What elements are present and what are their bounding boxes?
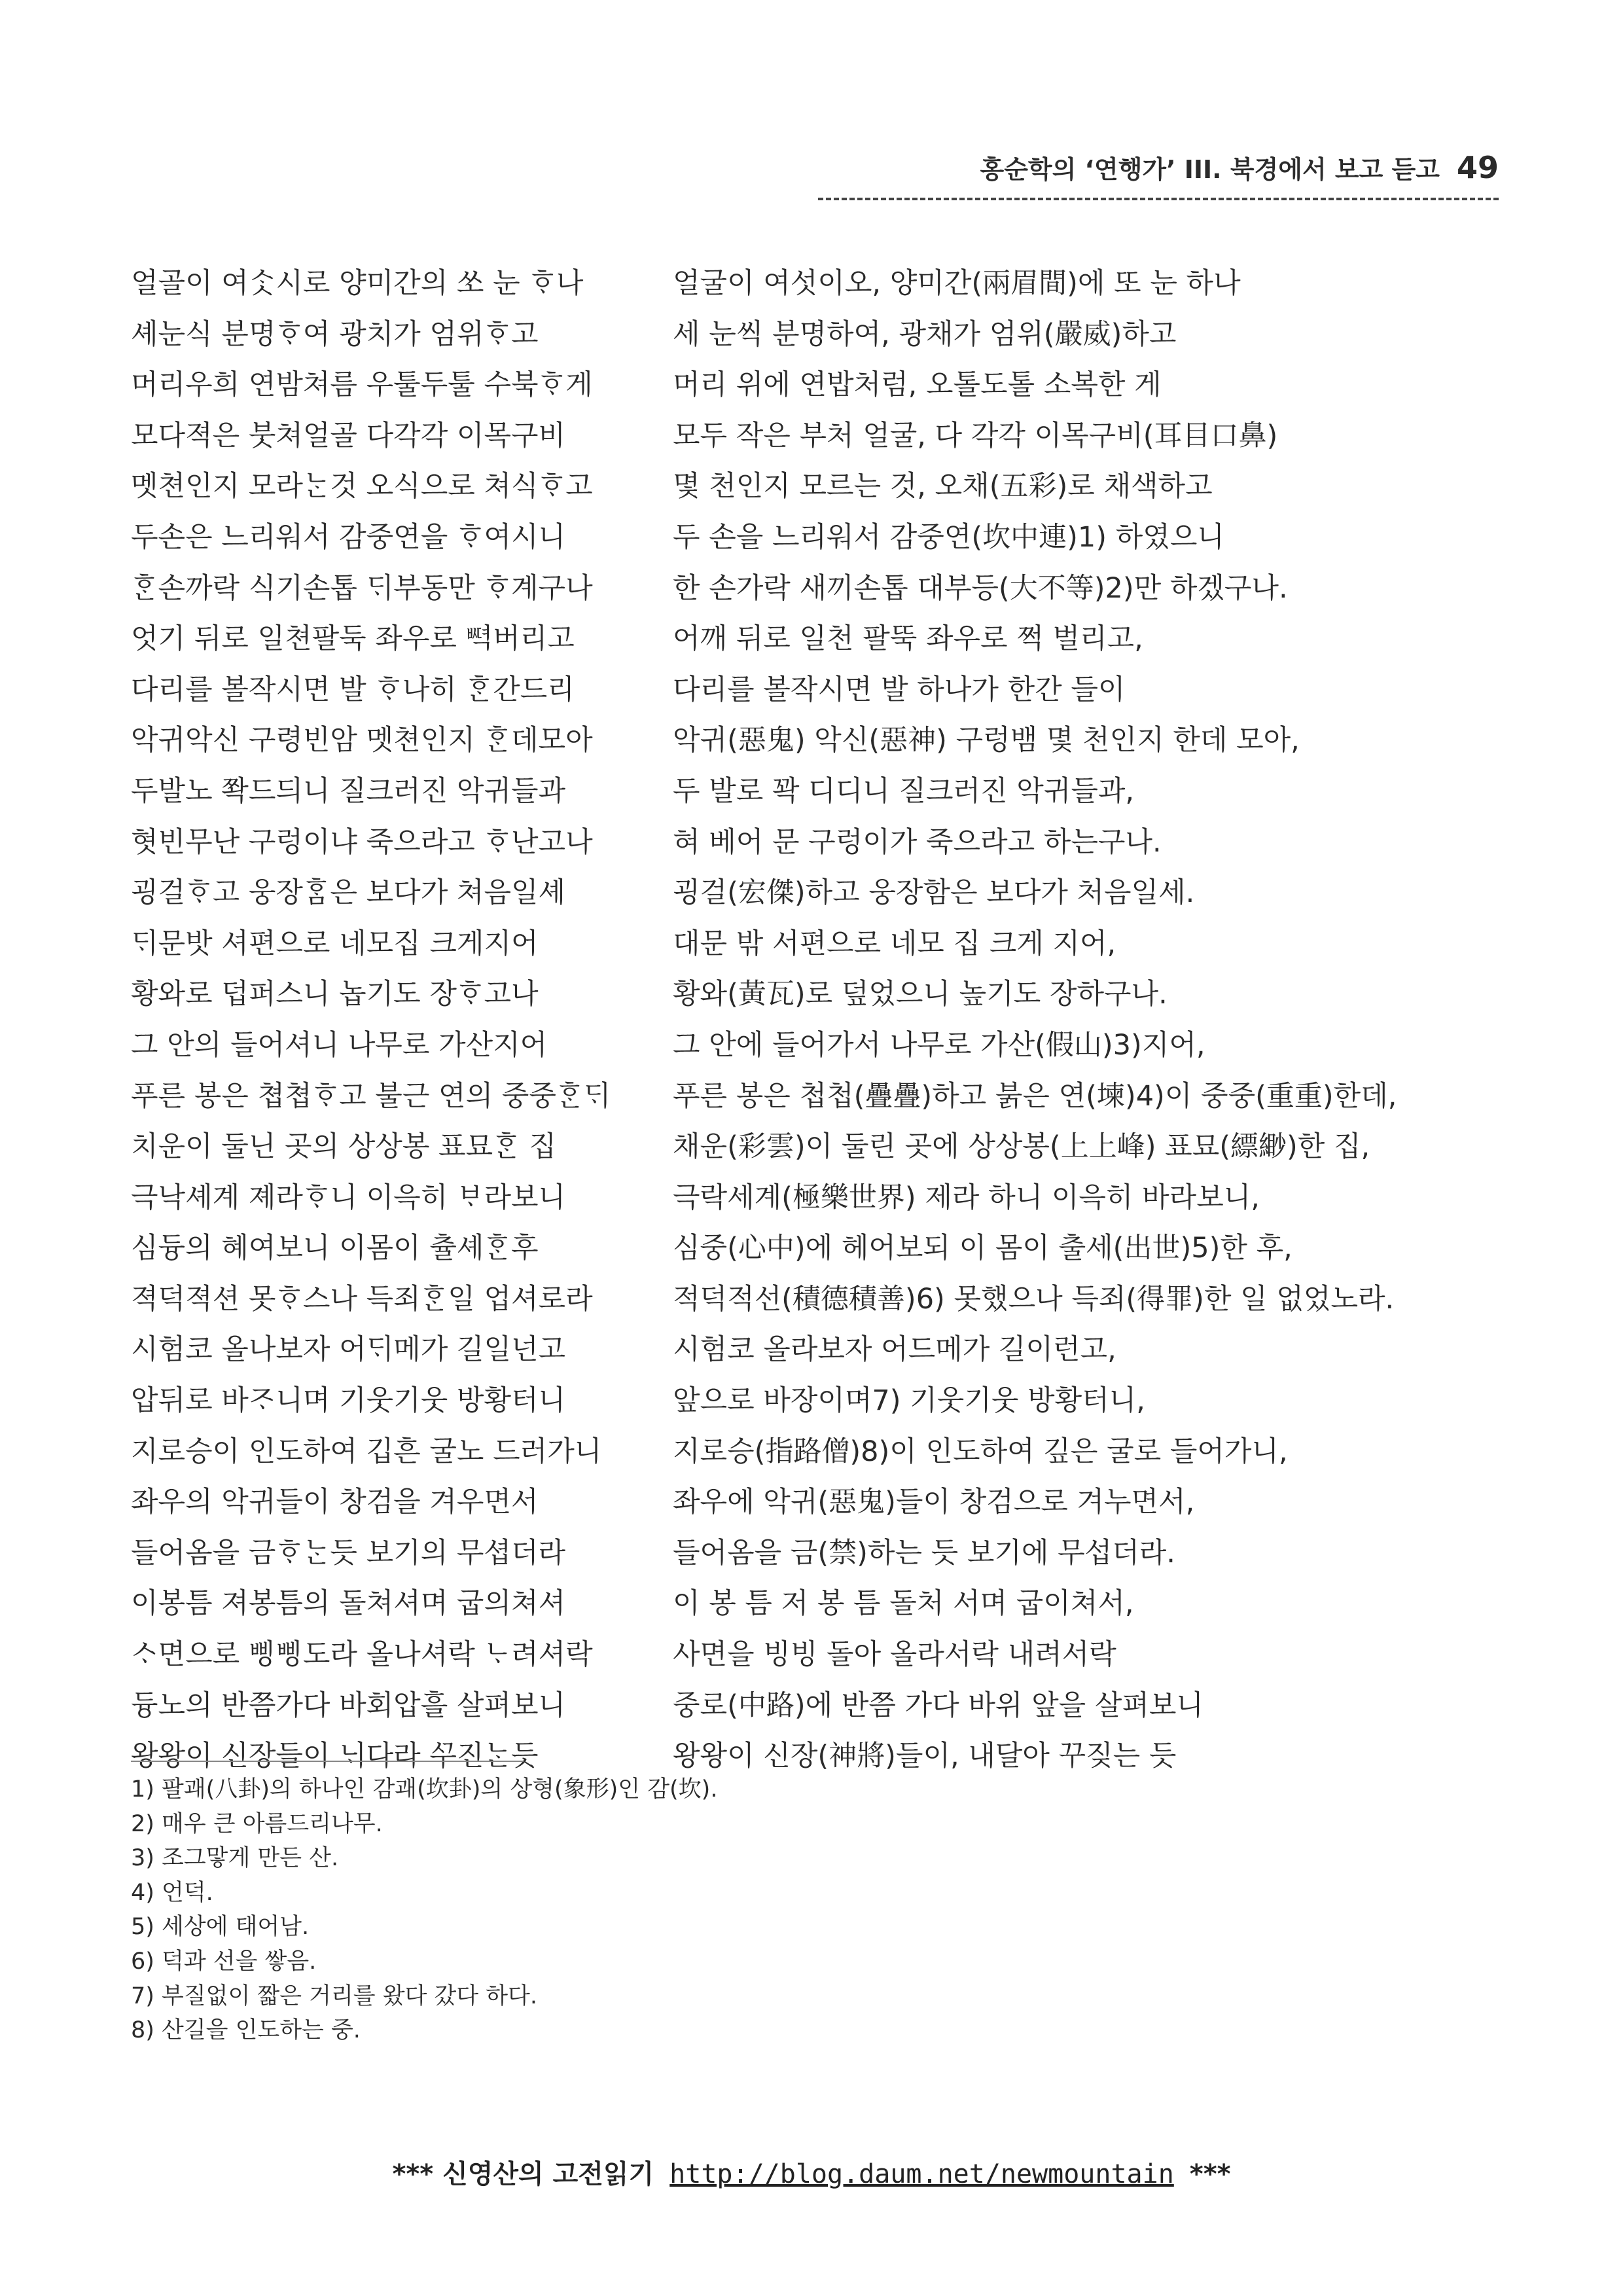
verse-line: [131, 817, 1505, 869]
verse-line: [131, 715, 1505, 766]
original-text: 젹덕젹션 못ᄒᆞ스나 득죄ᄒᆞᆫ일 업셔로라: [131, 1282, 593, 1316]
verse-line: [131, 1579, 1505, 1630]
original-text: 지로승이 인도하여 깁흔 굴노 드러가니: [131, 1435, 602, 1468]
modern-text: 황와(黃瓦)로 덮었으니 높기도 장하구나.: [673, 978, 1168, 1011]
modern-text: 좌우에 악귀(惡鬼)들이 창검으로 겨누면서,: [673, 1486, 1195, 1519]
verse-line: [131, 1427, 1505, 1478]
verse-line: [131, 1376, 1505, 1427]
modern-text: 채운(彩雲)이 둘린 곳에 상상봉(上上峰) 표묘(縹緲)한 집,: [673, 1130, 1370, 1164]
header-divider: [818, 198, 1499, 200]
footer-prefix: *** 신영산의 고전읽기: [392, 2159, 654, 2189]
verse-line: [131, 766, 1505, 817]
verse-line: [131, 1528, 1505, 1579]
original-text: 엇기 뒤로 일쳔팔둑 좌우로 ᄣᅧᆨ버리고: [131, 622, 575, 656]
footnote: 4) 언덕.: [131, 1879, 213, 1906]
modern-text: 모두 작은 부처 얼굴, 다 각각 이목구비(耳目口鼻): [673, 419, 1278, 452]
verse-line: [131, 614, 1505, 665]
original-text: 치운이 둘닌 곳의 상상봉 표묘ᄒᆞᆫ 집: [131, 1130, 556, 1164]
modern-text: 이 봉 틈 저 봉 틈 돌처 서며 굽이쳐서,: [673, 1587, 1134, 1621]
verse-line: [131, 969, 1505, 1020]
original-text: 멧쳔인지 모라ᄂᆞᆫ것 오식으로 쳐식ᄒᆞ고: [131, 470, 593, 503]
original-text: 푸른 봉은 쳡쳡ᄒᆞ고 불근 연의 중중ᄒᆞᆫᄃᆡ: [131, 1079, 611, 1113]
modern-text: 얼굴이 여섯이오, 양미간(兩眉間)에 또 눈 하나: [673, 267, 1241, 300]
original-text: ᄃᆡ문밧 셔편으로 네모집 크게지어: [131, 927, 539, 960]
verse-line: [131, 1274, 1505, 1325]
modern-text: 몇 천인지 모르는 것, 오채(五彩)로 채색하고: [673, 470, 1213, 503]
verse-line: [131, 868, 1505, 919]
original-text: ᄒᆞᆫ손까락 식기손톱 ᄃᆡ부동만 ᄒᆞ계구나: [131, 571, 593, 605]
footnote-divider: [131, 1761, 524, 1762]
page-number: 49: [1456, 150, 1499, 185]
original-text: 두손은 느리워서 감중연을 ᄒᆞ여시니: [131, 520, 566, 554]
original-text: 좌우의 악귀들이 창검을 겨우면서: [131, 1486, 539, 1519]
original-text: 황와로 덥퍼스니 놉기도 장ᄒᆞ고나: [131, 978, 539, 1011]
original-text: 시험코 올나보자 어ᄃᆡ메가 길일넌고: [131, 1333, 566, 1367]
verse-line: [131, 1477, 1505, 1528]
modern-text: 한 손가락 새끼손톱 대부등(大不等)2)만 하겠구나.: [673, 571, 1288, 605]
verse-line: [131, 1173, 1505, 1224]
verse-line: [131, 1223, 1505, 1274]
modern-text: 푸른 봉은 첩첩(疊疊)하고 붉은 연(堜)4)이 중중(重重)한데,: [673, 1079, 1397, 1113]
original-text: 왕왕이 신장들이 ᄂᆡ다라 ᄭᅮ진ᄂᆞᆫ듯: [131, 1740, 539, 1773]
original-text: 그 안의 들어셔니 나무로 가산지어: [131, 1028, 548, 1062]
original-text: 혓빈무난 구렁이냐 죽으라고 ᄒᆞ난고나: [131, 825, 593, 859]
modern-text: 앞으로 바장이며7) 기웃기웃 방황터니,: [673, 1384, 1145, 1418]
footnote: 8) 산길을 인도하는 중.: [131, 2017, 361, 2044]
modern-text: 어깨 뒤로 일천 팔뚝 좌우로 쩍 벌리고,: [673, 622, 1143, 656]
footnote: 7) 부질없이 짧은 거리를 왔다 갔다 하다.: [131, 1982, 537, 2009]
modern-text: 두 발로 꽉 디디니 질크러진 악귀들과,: [673, 774, 1135, 808]
modern-text: 혀 베어 문 구렁이가 죽으라고 하는구나.: [673, 825, 1162, 859]
original-text: 두발노 쫙드듸니 질크러진 악귀들과: [131, 774, 566, 808]
verse-line: [131, 1071, 1505, 1122]
modern-text: 들어옴을 금(禁)하는 듯 보기에 무섭더라.: [673, 1536, 1175, 1570]
verse-line: [131, 259, 1505, 310]
footnote: 6) 덕과 선을 쌓음.: [131, 1948, 317, 1975]
modern-text: 시험코 올라보자 어드메가 길이런고,: [673, 1333, 1116, 1367]
original-text: 굉걸ᄒᆞ고 웅장ᄒᆞᆷ은 보다가 쳐음일셰: [131, 876, 566, 910]
modern-text: 다리를 볼작시면 발 하나가 한간 들이: [673, 673, 1126, 706]
original-text: 이봉틈 져봉틈의 돌쳐셔며 굽의쳐셔: [131, 1587, 566, 1621]
verse-line: [131, 310, 1505, 361]
modern-text: 머리 위에 연밥처럼, 오톨도톨 소복한 게: [673, 368, 1162, 402]
original-text: 다리를 볼작시면 발 ᄒᆞ나히 ᄒᆞᆫ간드리: [131, 673, 575, 706]
poem-body: [131, 259, 1505, 1782]
original-text: 들어옴을 금ᄒᆞᄂᆞᆫ듯 보기의 무셥더라: [131, 1536, 566, 1570]
verse-line: [131, 411, 1505, 462]
original-text: 극낙셰계 졔라ᄒᆞ니 이윽히 ᄇᆞ라보니: [131, 1181, 566, 1214]
modern-text: 극락세계(極樂世界) 제라 하니 이윽히 바라보니,: [673, 1181, 1260, 1214]
modern-text: 대문 밖 서편으로 네모 집 크게 지어,: [673, 927, 1116, 960]
original-text: ᄉᆞ면으로 삥삥도라 올나셔락 ᄂᆞ려셔락: [131, 1638, 593, 1672]
original-text: 악귀악신 구령빈암 멧쳔인지 ᄒᆞᆫ데모아: [131, 724, 593, 757]
verse-line: [131, 1325, 1505, 1376]
verse-line: [131, 360, 1505, 411]
modern-text: 왕왕이 신장(神將)들이, 내달아 꾸짖는 듯: [673, 1740, 1177, 1773]
footer-link[interactable]: http://blog.daum.net/newmountain: [669, 2159, 1174, 2189]
original-text: 얼골이 여ᄉᆞᆺ시로 양미간의 쏘 눈 ᄒᆞ나: [131, 267, 584, 300]
page-footer: [0, 2153, 1623, 2191]
verse-line: [131, 665, 1505, 716]
footnote: 5) 세상에 태어남.: [131, 1914, 310, 1941]
header-title: 홍순학의 ‘연행가’ III. 북경에서 보고 듣고: [980, 155, 1440, 184]
original-text: 머리우희 연밤쳐름 우툴두툴 수북ᄒᆞ게: [131, 368, 593, 402]
original-text: 듕노의 반쯤가다 바회압흘 살펴보니: [131, 1689, 566, 1722]
verse-line: [131, 919, 1505, 970]
modern-text: 적덕적선(積德積善)6) 못했으나 득죄(得罪)한 일 없었노라.: [673, 1282, 1395, 1316]
footer-suffix: ***: [1189, 2159, 1231, 2189]
running-header: [815, 149, 1499, 185]
modern-text: 지로승(指路僧)8)이 인도하여 깊은 굴로 들어가니,: [673, 1435, 1288, 1468]
modern-text: 그 안에 들어가서 나무로 가산(假山)3)지어,: [673, 1028, 1205, 1062]
modern-text: 심중(心中)에 헤어보되 이 몸이 출세(出世)5)한 후,: [673, 1232, 1293, 1265]
verse-line: [131, 1630, 1505, 1681]
modern-text: 세 눈씩 분명하여, 광채가 엄위(嚴威)하고: [673, 317, 1177, 351]
verse-line: [131, 1122, 1505, 1173]
original-text: 심듕의 혜여보니 이몸이 츌셰ᄒᆞᆫ후: [131, 1232, 539, 1265]
modern-text: 굉걸(宏傑)하고 웅장함은 보다가 처음일세.: [673, 876, 1195, 910]
verse-line: [131, 512, 1505, 564]
modern-text: 사면을 빙빙 돌아 올라서락 내려서락: [673, 1638, 1116, 1672]
verse-line: [131, 564, 1505, 615]
verse-line: [131, 461, 1505, 512]
verse-line: [131, 1681, 1505, 1732]
original-text: 압뒤로 바ᄌᆞ니며 기웃기웃 방황터니: [131, 1384, 566, 1418]
footnote: 3) 조그맣게 만든 산.: [131, 1845, 339, 1872]
original-text: 셰눈식 분명ᄒᆞ여 광치가 엄위ᄒᆞ고: [131, 317, 539, 351]
modern-text: 악귀(惡鬼) 악신(惡神) 구렁뱀 몇 천인지 한데 모아,: [673, 724, 1300, 757]
verse-line: [131, 1020, 1505, 1071]
footnote: 2) 매우 큰 아름드리나무.: [131, 1810, 383, 1837]
original-text: 모다젹은 붓쳐얼골 다각각 이목구비: [131, 419, 566, 452]
footnote: 1) 팔괘(八卦)의 하나인 감괘(坎卦)의 상형(象形)인 감(坎).: [131, 1776, 718, 1803]
modern-text: 중로(中路)에 반쯤 가다 바위 앞을 살펴보니: [673, 1689, 1204, 1722]
footnotes: [131, 1772, 916, 2048]
modern-text: 두 손을 느리워서 감중연(坎中連)1) 하였으니: [673, 520, 1224, 554]
